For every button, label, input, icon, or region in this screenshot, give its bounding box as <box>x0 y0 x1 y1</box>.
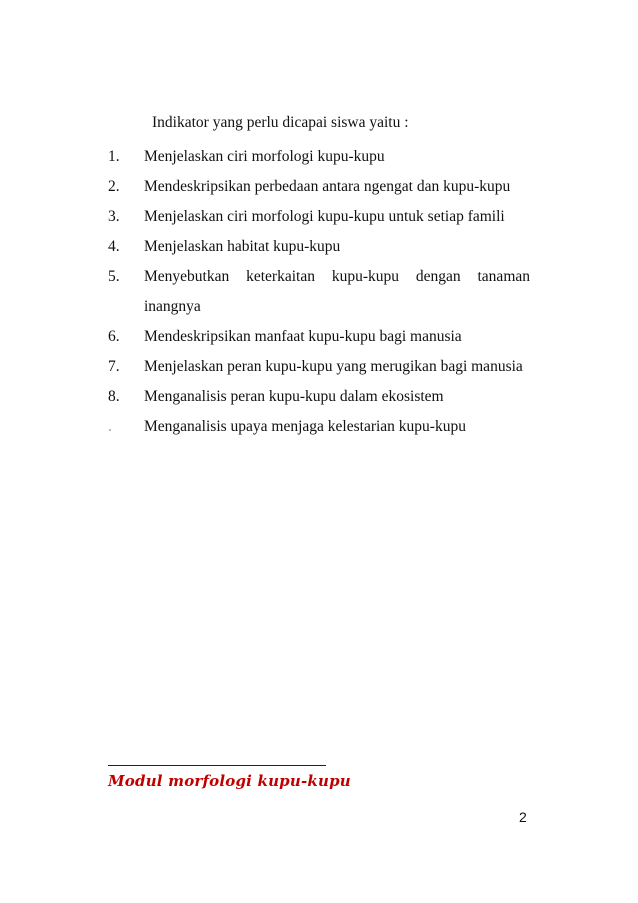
list-item-number: . <box>108 418 112 435</box>
list-item-text: Menyebutkan keterkaitan kupu-kupu dengan tanaman inangnya <box>144 268 530 315</box>
page-number: 2 <box>519 809 527 825</box>
indicator-list <box>108 142 530 442</box>
list-item <box>108 412 530 442</box>
footer-divider <box>108 765 326 766</box>
list-item <box>108 142 530 172</box>
list-item-text: Menjelaskan habitat kupu-kupu <box>144 238 341 255</box>
intro-text: Indikator yang perlu dicapai siswa yaitu : <box>152 114 409 131</box>
list-item-number: 1. <box>108 148 120 165</box>
list-item-text: Mendeskripsikan manfaat kupu-kupu bagi manusia <box>144 328 462 345</box>
list-item <box>108 322 530 352</box>
list-item-number: 6. <box>108 328 120 345</box>
list-item-text: Menjelaskan ciri morfologi kupu-kupu untuk setiap famili <box>144 208 505 225</box>
list-item-text: Menganalisis peran kupu-kupu dalam ekosistem <box>144 388 444 405</box>
list-item-text: Menjelaskan ciri morfologi kupu-kupu <box>144 148 385 165</box>
footer-title: Modul morfologi kupu-kupu <box>108 772 351 790</box>
list-item-text: Menjelaskan peran kupu-kupu yang merugikan bagi manusia <box>144 358 523 375</box>
list-item-number: 3. <box>108 208 120 225</box>
list-item-text: Menganalisis upaya menjaga kelestarian kupu-kupu <box>144 418 466 435</box>
list-item-number: 5. <box>108 268 120 285</box>
list-item <box>108 232 530 262</box>
list-item <box>108 202 530 232</box>
list-item-text: Mendeskripsikan perbedaan antara ngengat dan kupu-kupu <box>144 178 511 195</box>
list-item-number: 2. <box>108 178 120 195</box>
list-item-number: 7. <box>108 358 120 375</box>
list-item <box>108 262 530 322</box>
list-item <box>108 352 530 382</box>
list-item-number: 4. <box>108 238 120 255</box>
list-item <box>108 172 530 202</box>
list-item <box>108 382 530 412</box>
list-item-number: 8. <box>108 388 120 405</box>
